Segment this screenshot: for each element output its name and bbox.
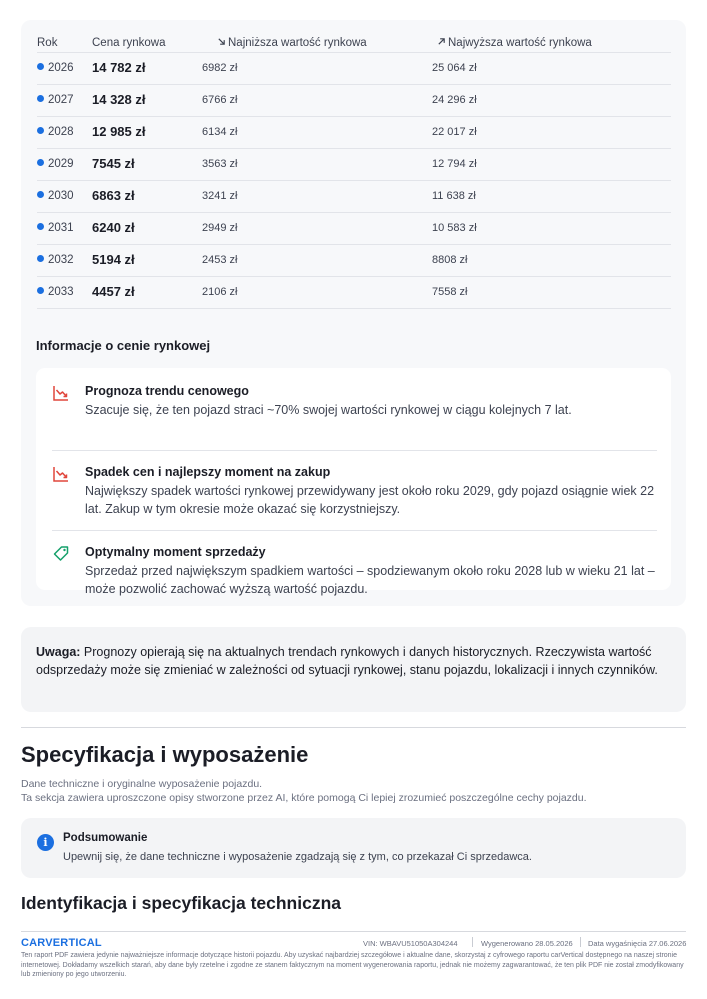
footer-expiry-date: Data wygaśnięcia 27.06.2026 [588, 939, 687, 948]
row-highest-value: 12 794 zł [432, 158, 477, 170]
summary-title: Podsumowanie [63, 832, 148, 844]
arrow-down-right-icon [217, 37, 226, 46]
row-year: 2028 [37, 126, 74, 138]
series-dot [37, 287, 44, 294]
table-row [37, 245, 671, 277]
series-dot [37, 95, 44, 102]
section-divider [21, 727, 686, 728]
series-dot [37, 191, 44, 198]
row-highest-value: 10 583 zł [432, 222, 477, 234]
series-dot [37, 223, 44, 230]
row-highest-value: 25 064 zł [432, 62, 477, 74]
spec-desc-line: Ta sekcja zawiera uproszczone opisy stworzone przez AI, które pomogą Ci lepiej zrozumieć poszczególne cechy pojazdu. [21, 792, 587, 804]
info-item-text: Największy spadek wartości rynkowej przewidywany jest około roku 2029, gdy pojazd osiągnie wiek 22 lat. Zakup w tym okresie może okazać się korzystniejszy. [85, 484, 655, 516]
table-row [37, 181, 671, 213]
header-year: Rok [37, 37, 58, 49]
info-item-title: Prognoza trendu cenowego [85, 384, 249, 398]
row-market-price: 14 328 zł [92, 92, 146, 107]
price-tag-icon [52, 545, 70, 563]
row-highest-value: 11 638 zł [432, 190, 476, 202]
row-market-price: 6863 zł [92, 188, 135, 203]
spec-section-title: Specyfikacja i wyposażenie [21, 742, 309, 767]
row-market-price: 4457 zł [92, 284, 135, 299]
header-lowest: Najniższa wartość rynkowa [217, 37, 367, 49]
header-price: Cena rynkowa [92, 37, 166, 49]
footer-disclaimer: Ten raport PDF zawiera jedynie najważniejsze informacje dotyczące historii pojazdu. Aby uzyskać najbardziej szczegółowe i aktualne dane, skorzystaj z cyfrowego raportu carVertical dostępnego na naszej stronie internetowej. Dokładamy wszelkich starań, aby dane były rzetelne i zgodne ze stanem faktycznym na moment wygenerowania raportu, jednak nie możemy zagwarantować, że ten plik PDF nie został zmodyfikowany lub zmieniony po jego utworzeniu. [21, 952, 684, 978]
table-row [37, 149, 671, 181]
info-divider [52, 450, 657, 451]
row-market-price: 7545 zł [92, 156, 135, 171]
trend-down-chart-icon [52, 465, 70, 483]
spec-desc-line: Dane techniczne i oryginalne wyposażenie pojazdu. [21, 778, 263, 790]
table-row [37, 117, 671, 149]
summary-box [21, 818, 686, 878]
row-market-price: 5194 zł [92, 252, 135, 267]
row-year: 2031 [37, 222, 74, 234]
row-market-price: 14 782 zł [92, 60, 146, 75]
row-lowest-value: 2106 zł [202, 286, 238, 298]
row-year: 2027 [37, 94, 74, 106]
table-row [37, 53, 671, 85]
row-lowest-value: 6766 zł [202, 94, 238, 106]
trend-down-chart-icon [52, 384, 70, 402]
series-dot [37, 127, 44, 134]
row-highest-value: 22 017 zł [432, 126, 477, 138]
row-year: 2029 [37, 158, 74, 170]
series-dot [37, 159, 44, 166]
footer-vin: VIN: WBAVU51050A304244 [363, 939, 458, 948]
series-dot [37, 63, 44, 70]
row-highest-value: 8808 zł [432, 254, 468, 266]
footer-separator [580, 937, 581, 947]
note-text: Prognozy opierają się na aktualnych trendach rynkowych i danych historycznych. Rzeczywista wartość odsprzedaży może się zmieniać w zależności od sytuacji rynkowej, stanu pojazdu, lokalizacji i innych czynników. [36, 645, 658, 677]
warning-note [21, 627, 686, 712]
info-icon: i [37, 834, 54, 851]
info-item-text: Szacuje się, że ten pojazd straci ~70% swojej wartości rynkowej w ciągu kolejnych 7 lat. [85, 403, 572, 417]
row-year: 2032 [37, 254, 74, 266]
row-highest-value: 24 296 zł [432, 94, 477, 106]
header-highest: Najwyższa wartość rynkowa [437, 37, 592, 49]
row-market-price: 12 985 zł [92, 124, 146, 139]
footer-divider [21, 931, 686, 932]
info-item-text: Sprzedaż przed największym spadkiem wartości – spodziewanym około roku 2028 lub w wieku 21 lat – może pozwolić zachować wyższą wartość pojazdu. [85, 564, 655, 596]
table-row [37, 85, 671, 117]
row-lowest-value: 6982 zł [202, 62, 238, 74]
footer-generated-date: Wygenerowano 28.05.2026 [481, 939, 573, 948]
series-dot [37, 255, 44, 262]
carvertical-logo: CARVERTICAL [21, 937, 102, 949]
market-price-panel [21, 20, 686, 606]
row-year: 2030 [37, 190, 74, 202]
row-lowest-value: 6134 zł [202, 126, 238, 138]
row-lowest-value: 3241 zł [202, 190, 238, 202]
identification-section-title: Identyfikacja i specyfikacja techniczna [21, 893, 342, 913]
info-card [36, 368, 671, 596]
row-year: 2033 [37, 286, 74, 298]
info-divider [52, 530, 657, 531]
info-item-title: Optymalny moment sprzedaży [85, 545, 266, 559]
summary-text: Upewnij się, że dane techniczne i wyposażenie zgadzają się z tym, co przekazał Ci sprzedawca. [63, 851, 532, 863]
arrow-up-right-icon [437, 37, 446, 46]
note-label: Uwaga: [36, 645, 81, 659]
row-highest-value: 7558 zł [432, 286, 468, 298]
row-lowest-value: 2453 zł [202, 254, 238, 266]
row-year: 2026 [37, 62, 74, 74]
table-row [37, 213, 671, 245]
table-row-divider [37, 308, 671, 309]
info-section-title: Informacje o cenie rynkowej [36, 338, 211, 353]
info-item-title: Spadek cen i najlepszy moment na zakup [85, 465, 331, 479]
row-market-price: 6240 zł [92, 220, 135, 235]
spec-description [21, 777, 686, 805]
row-lowest-value: 3563 zł [202, 158, 238, 170]
table-row [37, 277, 671, 309]
row-lowest-value: 2949 zł [202, 222, 238, 234]
footer-separator [472, 937, 473, 947]
